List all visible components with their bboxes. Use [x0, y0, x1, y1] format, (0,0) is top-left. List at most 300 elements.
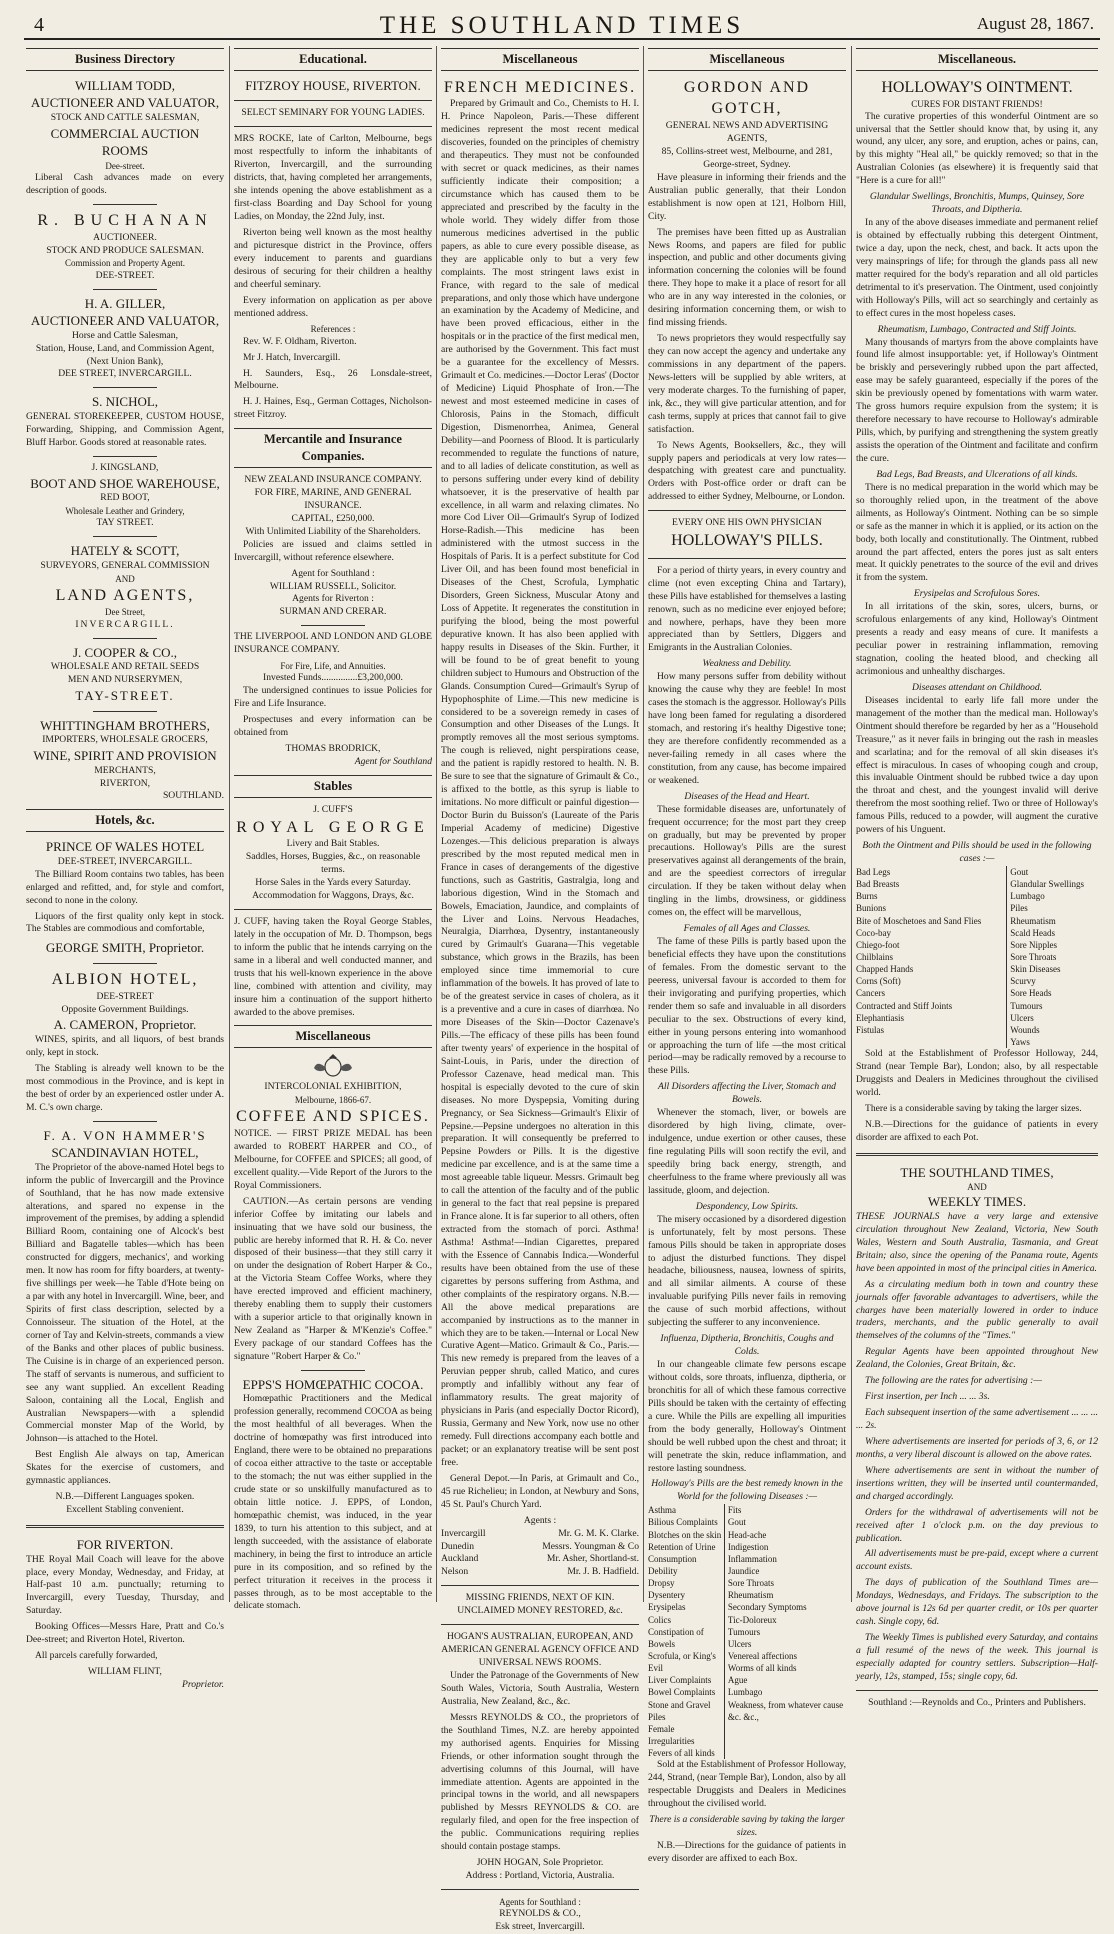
list-item: Venereal affections	[727, 1651, 797, 1662]
page-header	[24, 0, 1100, 40]
ad-title: F. A. VON HAMMER'S	[43, 1127, 207, 1143]
divider	[26, 1525, 224, 1528]
ad-hogan-agency	[441, 1631, 639, 1934]
ad-text: H. Saunders, Esq., 26 Lonsdale-street, Melbourne.	[234, 367, 432, 392]
ad-line: Accommodation for Waggons, Drays, &c.	[252, 890, 414, 902]
ad-text: First insertion, per Inch ... ... 3s.	[865, 1391, 990, 1403]
list-item: Fevers of all kinds	[648, 1748, 715, 1759]
ad-title: H. A. GILLER,	[84, 295, 166, 311]
divider	[93, 289, 156, 290]
section-heading: Educational.	[234, 48, 432, 71]
divider	[648, 558, 846, 559]
list-item: Chapped Hands	[856, 964, 914, 975]
list-item: Tumours	[1010, 1000, 1043, 1011]
divider	[234, 100, 432, 101]
column-divider	[436, 46, 437, 1602]
section-heading: Miscellaneous.	[856, 48, 1098, 71]
list-item: Gout	[727, 1517, 746, 1528]
ad-line: N.B.—Different Languages spoken.	[55, 1491, 195, 1503]
ad-subheading: Holloway's Pills are the best remedy known in the World for the following Diseases :—	[651, 1478, 843, 1503]
ad-line: Proprietor.	[181, 1679, 224, 1690]
ad-title: R. BUCHANAN	[37, 212, 213, 230]
ad-title: HOLLOWAY'S OINTMENT.	[881, 78, 1073, 96]
ad-text: The fame of these Pills is partly based upon the beneficial effects they have upon the constitutions of females. From the domestic servant to the peeress, universal favour is accorded to them for their invigorating and purifying properties, which render them so safe and invaluable in all disorders peculiar to the sex. Obstructions of every kind, either in young persons entering into womanhood or approaching the turn of life —the most critical period—may be radically removed by a recourse to these Pills.	[648, 936, 846, 1077]
ad-text: Best English Ale always on tap, American Skates for the exercise of customers, and gymnastic appliances.	[26, 1449, 224, 1487]
ad-line: MERCHANTS,	[94, 764, 156, 776]
agent-row	[441, 1553, 639, 1566]
ad-title: HOGAN'S AUSTRALIAN, EUROPEAN, AND AMERICAN GENERAL AGENCY OFFICE AND UNIVERSAL NEWS ROOMS.	[441, 1631, 639, 1669]
ad-line: Excellent Stabling convenient.	[66, 1504, 184, 1516]
list-item: Constipation of Bowels	[648, 1626, 704, 1649]
ad-text: Policies are issued and claims settled in Invercargill, without reference elsewhere.	[234, 538, 432, 563]
list-item: Worms of all kinds	[727, 1663, 797, 1674]
ad-text: The curative properties of this wonderful Ointment are so universal that the Settler should know that, by using it, any wound, any ulcer, any sore, and eruption, aches or pains, can, by this mighty "Heal all," be quickly removed; so that in the Australian Colonies (as elsewhere) it is frequently said that "Here is a cure for all!"	[856, 110, 1098, 187]
list-item: Chilblains	[856, 952, 894, 963]
ad-subheading: Both the Ointment and Pills should be used in the following cases :—	[862, 840, 1092, 865]
ad-text: N.B.—Directions for the guidance of patients in every disorder are affixed to each Pot.	[856, 1118, 1098, 1143]
ad-nichol	[26, 393, 224, 449]
ad-line: Horse and Cattle Salesman,	[71, 329, 179, 341]
list-item: Ulcers	[727, 1638, 752, 1649]
ad-text: The Proprietor of the above-named Hotel begs to inform the public of Invercargill and the Province of Southland, that he has now made extensive alterations, and spared no expense in the improvement of the premises, by adding a splendid Billiard Room, containing one of Alcock's best Billiard and Bagatelle tables—which has been constructed for diggers, mechanics', and working men. It now has room for fifty boarders, at twenty-five shillings per week—he Table d'Hote being on a par with any hotel in Invercargill. Wine, beer, and Spirits of first class description, selected by a Connoisseur. The situation of the Hotel, at the corner of Tay and Kelvin-streets, commands a view of the Banks and other places of public business. The Cuisine is in charge of an experienced person. The staff of servants is numerous, and sufficient to see any want supplied. An excellent Reading Saloon, containing all the Local, English and Australian Newspapers—with a splendid Commercial monster Map of the World, by Johnson—is attached to the Hotel.	[26, 1161, 224, 1445]
list-item: Contracted and Stiff Joints	[856, 1000, 953, 1011]
ad-line: References :	[310, 324, 356, 335]
ad-text: Where advertisements are inserted for periods of 3, 6, or 12 months, a very liberal discount is allowed on the above rates.	[856, 1435, 1098, 1460]
list-item: Inflammation	[727, 1553, 777, 1564]
list-item: Fits	[727, 1505, 742, 1516]
ad-giller	[26, 295, 224, 382]
ad-buchanan	[26, 210, 224, 283]
ad-southland-times	[856, 1164, 1098, 1710]
agent-name: Mr. J. B. Hadfield.	[567, 1566, 639, 1578]
ad-line: Station, House, Land, and Commission Agent,	[35, 342, 215, 354]
ad-text: CAUTION.—As certain persons are vending inferior Coffee by imitating our labels and insinuating that we have sold our business, the public are hereby informed that R. H. & Co. never disposed of their business—that they still carry it on under the designation of Robert Harper & Co., at the Victoria Steam Coffee Works, where they have erected improved and efficient machinery, thereby enabling them to supply their customers with a superior article to that originally known in New Zealand as "Harper & M'Kenzie's Coffee." Every package of our standard Coffees has the signature "Robert Harper & Co."	[234, 1195, 432, 1362]
divider	[301, 625, 364, 626]
list-item: Ulcers	[1010, 1012, 1034, 1023]
ad-text: Each subsequent insertion of the same advertisement ... ... ... ... 2s.	[856, 1407, 1098, 1432]
ad-prince-of-wales	[26, 838, 224, 957]
list-item: Colics	[648, 1614, 672, 1625]
list-item: Consumption	[648, 1553, 697, 1564]
ad-line: SURVEYORS, GENERAL COMMISSION	[40, 559, 210, 571]
ad-line: Dee Street,	[105, 607, 145, 618]
list-item: Gout	[1010, 867, 1029, 878]
ad-line: Wholesale Leather and Grindery,	[65, 506, 185, 517]
list-item: Weakness, from whatever cause &c. &c.,	[727, 1699, 844, 1722]
ad-title: FITZROY HOUSE, RIVERTON.	[245, 77, 421, 93]
divider	[93, 204, 156, 205]
list-item: Lumbago	[727, 1687, 763, 1698]
ad-line: Agents for Riverton :	[292, 593, 374, 605]
ad-line: Agent for Southland :	[291, 567, 375, 579]
list-item: Yaws	[1010, 1037, 1030, 1048]
ad-text: Many thousands of martyrs from the above complaints have found life almost insupportable: yet, if Holloway's Ointment be briskly and perseveringly rubbed upon the part affected, ease may be safely guaranteed, especially if the pores of the skin be previously opened by fomentations with warm water. The gross humors require expulsion from the system; it is therefore necessary to have recourse to Holloway's admirable Pills, which, by purifying and strengthening the system greatly assists the operation of the Ointment and facilitate and confirm the cure.	[856, 336, 1098, 464]
ad-subheading: Females of all Ages and Classes.	[683, 923, 811, 935]
list-item: Piles	[648, 1711, 666, 1722]
agent-name: Messrs. Youngman & Co	[542, 1540, 639, 1552]
ad-title: THE SOUTHLAND TIMES,	[900, 1164, 1054, 1180]
agent-town: Nelson	[441, 1566, 469, 1578]
ad-title: HATELY & SCOTT,	[70, 543, 180, 559]
ad-subheading: Weakness and Debility.	[702, 658, 792, 670]
ad-signature: JOHN HOGAN, Sole Proprietor.	[476, 1857, 604, 1869]
ad-line: SURMAN AND CRERAR.	[279, 606, 387, 618]
ad-text: For a period of thirty years, in every country and clime (not even excepting China and Tartary), these Pills have established for themselves a lasting renown, such as no medicine ever enjoyed before; and nowhere, perhaps, have they been more appreciated than by Settlers, Diggers and Emigrants in the Australian Colonies.	[648, 564, 846, 654]
royal-crest-icon	[234, 1054, 432, 1078]
agent-row	[441, 1541, 639, 1554]
diseases-left-list	[648, 1504, 724, 1759]
ad-holloway-pills	[648, 530, 846, 1866]
ad-line: With Unlimited Liability of the Shareholders.	[245, 525, 421, 537]
column-miscellaneous-2	[648, 46, 846, 1864]
list-item: Jaundice	[727, 1566, 760, 1577]
list-item: Rheumatism	[727, 1590, 774, 1601]
ad-title: EPPS'S HOMŒPATHIC COCOA.	[242, 1376, 424, 1392]
list-item: Erysipelas	[648, 1602, 686, 1613]
ad-albion	[26, 969, 224, 1115]
list-item: Burns	[856, 891, 878, 902]
ad-line: RIVERTON,	[99, 777, 151, 789]
ad-text: J. CUFF, having taken the Royal George Stables, lately in the occupation of Mr. D. Thompson, begs to inform the public that he intends carrying on the same in a liberal and well conducted manner, and trusts that his well-known experience in the above line, combined with attention and civility, may insure him a continuation of the support hitherto awarded to the above premises.	[234, 915, 432, 1018]
ad-text: The days of publication of the Southland Times are—Mondays, Wednesdays, and Fridays. The subscription to the above journal is 12s 6d per quarter credit, or 10s per quarter cash. Single copy, 6d.	[856, 1577, 1098, 1628]
ad-title: ROYAL GEORGE	[236, 818, 430, 836]
list-item: Bilious Complaints	[648, 1517, 718, 1528]
ailments-table	[856, 866, 1098, 1048]
ad-signature: GEORGE SMITH, Proprietor.	[45, 940, 205, 956]
ad-line: MEN AND NURSERYMEN,	[67, 674, 183, 686]
ad-text: All parcels carefully forwarded,	[35, 1650, 158, 1662]
divider	[93, 387, 156, 388]
ad-text: Where advertisements are sent in without the number of insertions written, they will be inserted until countermanded, and charged accordingly.	[856, 1464, 1098, 1502]
ad-text: To News Agents, Booksellers, &c., they will supply papers and periodicals at very low rates—despatching with greatest care and punctuality. Orders with Post-office order or draft can be addressed to either Sydney, Melbourne, or London.	[648, 439, 846, 503]
ad-line: AUCTIONEER AND VALUATOR,	[30, 313, 220, 329]
ad-text: As a circulating medium both in town and country these journals offer favorable advantages to advertisers, while the charges have been materially lowered in order to induce traders, merchants, and the public generally to avail themselves of the columns of the "Times."	[856, 1278, 1098, 1342]
agent-town: Dunedin	[441, 1540, 475, 1552]
ailments-right-list	[1007, 866, 1098, 1048]
ad-title: MISSING FRIENDS, NEXT OF KIN. UNCLAIMED MONEY RESTORED, &c.	[457, 1592, 623, 1617]
ad-subheading: Glandular Swellings, Bronchitis, Mumps, Quinsey, Sore Throats, and Diptheria.	[869, 191, 1085, 216]
ad-von-hammer	[26, 1127, 224, 1517]
ad-line: WHOLESALE AND RETAIL SEEDS	[50, 661, 200, 673]
list-item: Bite of Moschetoes and Sand Flies	[856, 915, 982, 926]
list-item: Ague	[727, 1675, 748, 1686]
list-item: Rheumatism	[1010, 915, 1056, 926]
list-item: Tumours	[727, 1626, 761, 1637]
ad-line: RED BOOT,	[100, 492, 150, 504]
ad-line: FOR FIRE, MARINE, AND GENERAL INSURANCE.	[254, 486, 412, 511]
ad-text: In all irritations of the skin, sores, ulcers, burns, or scrofulous enlargements of any kind, Holloway's Ointment presents a ready and easy means of cure. It manifests a peculiar power in restraining inflammation, removing stagnation, cooling the heated blood, and checking all acrimonious and unhealthy discharges.	[856, 601, 1098, 677]
ad-title: PRINCE OF WALES HOTEL	[45, 839, 205, 855]
agent-row	[441, 1528, 639, 1541]
ad-line: DEE-STREET, INVERCARGILL.	[57, 855, 193, 867]
divider	[441, 1889, 639, 1890]
ad-text: Sold at the Establishment of Professor Holloway, 244, Strand, (near Temple Bar), London, also by all respectable Druggists and Dealers in Medicines throughout the civilised world.	[648, 1759, 846, 1810]
ad-text: Messrs REYNOLDS & CO., the proprietors of the Southland Times, N.Z. are hereby appointed my authorised agents. Enquiries for Missing Friends, or other information sought through the advertising columns of this Journal, will have immediate attention. Agents are appointed in the principal towns in the world, and all newspapers published by Messrs REYNOLDS & CO. are regularly filed, and open for the free inspection of the public. Communications requiring replies should contain postage stamps.	[441, 1711, 639, 1853]
ad-line: (Next Union Bank),	[86, 355, 164, 367]
divider	[234, 909, 432, 910]
list-item: Retention of Urine	[648, 1541, 716, 1552]
ad-title: NEW ZEALAND INSURANCE COMPANY.	[244, 474, 422, 485]
ad-whittingham	[26, 717, 224, 804]
ad-text: The Stabling is already well known to be the most commodious in the Province, and is kept in the best of order by an experienced ostler under A. M. C.'s own charge.	[26, 1062, 224, 1113]
list-item: Scald Heads	[1010, 927, 1056, 938]
agent-name: Mr. G. M. K. Clarke.	[558, 1527, 639, 1539]
list-item: Secondary Symptoms	[727, 1602, 807, 1613]
ad-line: For Fire, Life, and Annuities.	[280, 661, 386, 672]
issue-date: August 28, 1867.	[976, 14, 1094, 33]
ad-line: INVERCARGILL.	[75, 618, 175, 630]
divider	[301, 1370, 364, 1371]
list-item: Dysentery	[648, 1590, 685, 1601]
ad-text: Have pleasure in informing their friends and the Australian public generally, that their London establishment is now open at 121, Holborn Hill, City.	[648, 171, 846, 222]
list-item: Head-ache	[727, 1529, 767, 1540]
ad-title: FRENCH MEDICINES.	[443, 78, 637, 96]
column-miscellaneous-3	[856, 46, 1098, 1708]
ad-title: COFFEE AND SPICES.	[236, 1108, 430, 1126]
column-miscellaneous-1	[441, 46, 639, 1933]
list-item: Bad Breasts	[856, 879, 900, 890]
ad-line: Dee-street.	[105, 161, 145, 171]
list-item: Scrofula, or King's Evil	[648, 1651, 716, 1674]
divider	[856, 1690, 1098, 1691]
divider	[93, 536, 156, 537]
ad-line: Horse Sales in the Yards every Saturday.	[255, 877, 411, 889]
ad-title: FOR RIVERTON.	[76, 1537, 174, 1553]
ad-line: Address : Portland, Victoria, Australia.	[465, 1870, 615, 1882]
ad-text: The Weekly Times is published every Saturday, and contains a full resumé of the news of the week. This journal is especially adapted for country settlers. Subscription—Half-yearly, 12s, stamped, 15s; single copy, 6d.	[856, 1632, 1098, 1682]
list-item: Sore Nipples	[1010, 939, 1058, 950]
ad-text: There is no medical preparation in the world which may be so thoroughly relied upon, in the treatment of the above ailments, as Holloway's Ointment. Nothing can be so simple or safe as the manner in which it is applied, or its action on the body, both locally and constitutionally. The Ointment, rubbed around the part affected, enters the pores just as salt enters meat. It quickly penetrates to the source of the evil and drives it from the system.	[856, 481, 1098, 584]
newspaper-title: THE SOUTHLAND TIMES	[379, 12, 745, 39]
list-item: Female Irregularities	[648, 1723, 695, 1747]
ad-line: LAND AGENTS,	[55, 586, 195, 604]
ad-title: THE LIVERPOOL AND LONDON AND GLOBE INSURANCE COMPANY.	[234, 631, 432, 656]
section-heading: Stables	[234, 775, 432, 798]
list-item: Tic-Doloreux	[727, 1614, 777, 1625]
ad-text: Regular Agents have been appointed throughout New Zealand, the Colonies, Great Britain, &c.	[856, 1346, 1098, 1371]
ad-line: Esk street, Invercargill.	[495, 1921, 585, 1933]
divider	[93, 638, 156, 639]
list-item: Cancers	[856, 988, 885, 999]
column-business-directory	[26, 46, 224, 1690]
ad-line: AND	[967, 1182, 987, 1193]
ad-text: Prospectuses and every information can be obtained from	[234, 714, 432, 739]
ad-text: GENERAL STOREKEEPER, CUSTOM HOUSE, Forwarding, Shipping, and Commission Agent, Bluff Harbor. Goods stored at reasonable rates.	[26, 410, 224, 448]
ad-line: WINE, SPIRIT AND PROVISION	[33, 748, 217, 764]
ad-subheading: All Disorders affecting the Liver, Stomach and Bowels.	[658, 1081, 836, 1106]
list-item: Skin Diseases	[1010, 964, 1061, 975]
ad-subheading: Bad Legs, Bad Breasts, and Ulcerations of all kinds.	[876, 468, 1078, 480]
ad-text: Under the Patronage of the Governments of New South Wales, Victoria, South Australia, Western Australia, New Zealand, &c., &c.	[441, 1670, 639, 1707]
ad-subheading: Diseases attendant on Childhood.	[911, 681, 1043, 693]
ailments-left-list	[856, 866, 1007, 1048]
list-item: Bunions	[856, 903, 887, 914]
ad-line: WILLIAM RUSSELL, Solicitor.	[269, 580, 397, 592]
list-item: Debility	[648, 1566, 678, 1577]
list-item: Stone and Gravel	[648, 1699, 711, 1710]
divider	[234, 126, 432, 127]
ad-subheading: Influenza, Diptheria, Bronchitis, Coughs and Colds.	[660, 1333, 834, 1358]
list-item: Sore Throats	[727, 1578, 774, 1589]
ad-text: In our changeable climate few persons escape without colds, sore throats, influenza, diptheria, or bronchitis for all of which these famous corrective Pills should be taken with the certainty of effecting a cure. While the Pills are expelling all impurities from the body generally, Holloway's Ointment should be well rubbed upon the chest and throat; it will penetrate the skin, reduce inflammation, and restore lasting soundness.	[648, 1359, 846, 1474]
ad-title: S. NICHOL,	[91, 394, 159, 410]
ad-line: EVERY ONE HIS OWN PHYSICIAN	[672, 517, 822, 529]
list-item: Coco-bay	[856, 927, 891, 938]
agent-town: Invercargill	[441, 1527, 486, 1539]
ad-title: WHITTINGHAM BROTHERS,	[40, 717, 210, 733]
ad-line: STOCK AND CATTLE SALESMAN,	[50, 111, 200, 123]
ad-text: Riverton being well known as the most healthy and picturesque district in the Province, offers every inducement to parents and guardians desirous of securing for their children a healthy and cheerful seminary.	[234, 226, 432, 290]
ad-text: How many persons suffer from debility without knowing the cause why they are feeble! In most cases the stomach is the aggressor. Holloway's Pills have long been famed for regulating a disordered stomach, and restoring it's healthy Digestive tone; they are therefore confidently recommended as a never-failing remedy in all cases where the constitution, from any cause, has become impaired or weakened.	[648, 671, 846, 786]
column-divider	[643, 46, 644, 1602]
ad-line: SELECT SEMINARY FOR YOUNG LADIES.	[241, 107, 425, 119]
ad-text: The misery occasioned by a disordered digestion is unfortunately, felt by most persons. These famous Pills should be taken in appropriate doses to adjust the disturbed functions. They dispel headache, biliousness, nausea, lowness of spirits, and all similar ailments. A course of these invaluable purifying Pills never fails in removing the cause of such morbid affections, without subjecting the sufferer to any inconvenience.	[648, 1213, 846, 1329]
ad-title: HOLLOWAY'S PILLS.	[671, 532, 823, 550]
ad-todd	[26, 77, 224, 198]
ad-text: All advertisements must be pre-paid, except where a current account exists.	[856, 1548, 1098, 1573]
ad-line: IMPORTERS, WHOLESALE GROCERS,	[42, 734, 208, 746]
ad-subheading: Diseases of the Head and Heart.	[684, 790, 810, 802]
ad-line: Opposite Government Buildings.	[61, 1003, 189, 1015]
ad-text: NOTICE. — FIRST PRIZE MEDAL has been awarded to ROBERT HARPER and CO., of Melbourne, for COFFEE and SPICES; all good, of excellent quality.—Vide Report of the Jurors to the Royal Commissioners.	[234, 1128, 432, 1191]
list-item: Lumbago	[1010, 891, 1045, 902]
ad-line: Agents :	[523, 1514, 557, 1526]
section-heading: Miscellaneous	[648, 48, 846, 71]
ad-line: TAY STREET.	[96, 517, 154, 529]
ad-text: Sold at the Establishment of Professor Holloway, 244, Strand (near Temple Bar), London; also, by all respectable Druggists and Dealers in Medicines throughout the civilised world.	[856, 1048, 1098, 1098]
divider	[648, 510, 846, 511]
list-item: Sore Throats	[1010, 952, 1057, 963]
ad-text: THESE JOURNALS have a very large and extensive circulation throughout New Zealand, Victoria, New South Wales, Western and South Australia, Tasmania, and Great Britain; also, since the opening of the Panama route, Agents have been appointed in most of the principal cities in America.	[856, 1210, 1098, 1274]
ad-text: These formidable diseases are, unfortunately of frequent occurrence; for the most part they creep on gradually, but may be prevented by proper precautions. Holloway's Pills are the surest preservatives against all derangements of the brain, and are the speediest correctors of irregular circulation. If they be taken without delay when tingling in the limbs, drowsiness, or giddiness comes on, the effect will be marvellous,	[648, 803, 846, 919]
column-divider	[851, 46, 852, 1602]
page-number: 4	[34, 14, 44, 36]
ad-text: There is a considerable saving by taking the larger sizes.	[865, 1102, 1082, 1114]
list-item: Wounds	[1010, 1024, 1040, 1035]
ad-signature: WILLIAM FLINT,	[88, 1666, 162, 1678]
ad-line: AND	[115, 573, 135, 584]
ad-line: REYNOLDS & CO.,	[499, 1908, 581, 1920]
list-item: Asthma	[648, 1505, 676, 1516]
ad-title: ALBION HOTEL,	[51, 970, 199, 988]
ad-liverpool-globe	[234, 631, 432, 769]
ad-text: Orders for the withdrawal of advertisements will not be received after 1 o'clock p.m. on the day previous to publication.	[856, 1506, 1098, 1544]
diseases-right-list	[724, 1504, 846, 1759]
ad-title: WILLIAM TODD,	[75, 77, 175, 93]
list-item: Bad Legs	[856, 867, 891, 878]
ad-text: To news proprietors they would respectfully say they can now accept the agency and undertake any commissions in any department of the papers. News-letters will be supplied by able writers, at very moderate charges. To the furnishing of paper, ink, &c., they will give particular attention, and for cash terms, supply at prices that cannot fail to give satisfaction.	[648, 333, 846, 435]
section-heading: Miscellaneous	[234, 1025, 432, 1048]
ad-text: MRS ROCKE, late of Carlton, Melbourne, begs most respectfully to inform the inhabitants of Riverton, Invercargill, and the surrounding districts, that, having completed her arrangements, she intends opening the above establishment as a first-class Boarding and Day School for young Ladies, on Monday, the 22nd July, inst.	[234, 133, 432, 222]
ad-fitzroy-house	[234, 77, 432, 422]
ad-text: Booking Offices—Messrs Hare, Pratt and Co.'s Dee-street; and Riverton Hotel, Riverton.	[26, 1621, 224, 1646]
ad-title: J. COOPER & CO.,	[72, 644, 178, 660]
ad-cooper	[26, 644, 224, 705]
ad-text: In any of the above diseases immediate and permanent relief is obtained by effectually rubbing this detergent Ointment, twice a day, upon the neck, chest, and back. It acts upon the very mainsprings of life; for through the glands pass all new matter required for the body's reparation and all old particles detrimental to it's preservation. The Ointment, used conjointly with Holloway's Pills, will act so searchingly and certainly as to effect cures in the most hopeless cases.	[856, 217, 1098, 319]
ad-line: Saddles, Horses, Buggies, &c., on reasonable terms.	[245, 851, 421, 876]
list-item: Sore Heads	[1010, 988, 1052, 999]
ad-text: Diseases incidental to early life fall more under the management of the mother than the medical man. Holloway's Ointment should therefore be regarded by her as a "Household Treasure," as it never fails in bringing out the rash in measles and scarlatina; and for the removal of all skin diseases it's effect is miraculous. In cases of whooping cough and croup, this invaluable Ointment should be rubbed twice a day upon the throat and chest, and the youngest invalid will derive therefrom the most soothing relief. Two or three of Holloway's famous Pills, reduced to a powder, will augment the curative powers of his Unguent.	[856, 694, 1098, 836]
ad-text: The Billiard Room contains two tables, has been enlarged and refitted, and, for style and comfort, second to none in the colony.	[26, 868, 224, 906]
ad-text: The following are the rates for advertising :—	[865, 1375, 1042, 1387]
ad-line: Commission and Property Agent.	[65, 258, 185, 269]
column-divider	[229, 46, 230, 1602]
list-item: Liver Complaints	[648, 1675, 712, 1686]
ad-line: CURES FOR DISTANT FRIENDS!	[911, 99, 1043, 110]
divider	[93, 963, 156, 964]
ad-line: STOCK AND PRODUCE SALESMAN.	[46, 244, 204, 256]
ad-royal-george	[234, 804, 432, 1020]
ad-line: BOOT AND SHOE WAREHOUSE,	[30, 475, 220, 491]
ad-line: DEE-STREET	[96, 990, 154, 1002]
ad-line: 85, Collins-street west, Melbourne, and 281, George-street, Sydney.	[661, 145, 833, 170]
ad-text: Rev. W. F. Oldham, Riverton.	[243, 335, 357, 347]
list-item: Elephantiasis	[856, 1012, 904, 1023]
ad-riverton-coach	[26, 1536, 224, 1692]
ad-text: Liquors of the first quality only kept in stock. The Stables are commodious and comfortable,	[26, 910, 224, 935]
list-item: Scurvy	[1010, 976, 1036, 987]
ad-text: Homœpathic Practitioners and the Medical profession generally, recommend COCOA as being the most healthful of all beverages. When the doctrine of homœpathy was first introduced into England, there were to be obtained no preparations of cocoa either attractive to the taste or acceptable to the stomach; the nut was either supplied in the crude state or so unskilfully manufactured as to obtain little notice. J. EPPS, of London, homœpathic chemist, was induced, in the year 1839, to turn his attention to this subject, and at length succeeded, with the assistance of elaborate machinery, in being the first to introduce an article pure in its composition, and so refined by the perfect trituration it receives in the process it passes through, as to be most acceptable to the delicate stomach.	[234, 1393, 432, 1612]
list-item: Glandular Swellings	[1010, 879, 1085, 890]
divider	[93, 711, 156, 712]
diseases-table	[648, 1504, 846, 1759]
agent-row	[441, 1566, 639, 1579]
ad-line: Agents for Southland :	[499, 1897, 581, 1908]
ad-line: Invested Funds...............£3,200,000.	[263, 672, 403, 684]
list-item: Indigestion	[727, 1541, 769, 1552]
ad-text: Every information on application as per above mentioned address.	[234, 294, 432, 319]
printer-imprint: Southland :—Reynolds and Co., Printers and Publishers.	[868, 1696, 1086, 1708]
ad-kingsland	[26, 462, 224, 531]
ad-line: AUCTIONEER.	[93, 231, 157, 243]
ad-line: Melbourne, 1866-67.	[294, 1095, 372, 1106]
ad-title: J. KINGSLAND,	[91, 461, 159, 473]
ad-line: INTERCOLONIAL EXHIBITION,	[264, 1081, 402, 1093]
ad-line: COMMERCIAL AUCTION ROOMS	[50, 125, 200, 159]
agent-name: Mr. Asher, Shortland-st.	[546, 1553, 639, 1565]
ad-subheading: Erysipelas and Scrofulous Sores.	[913, 588, 1041, 600]
list-item: Blotches on the skin	[648, 1529, 722, 1540]
ad-text: General Depot.—In Paris, at Grimault and Co., 45 rue Richelieu; in London, at Newbury and Sons, 45 St. Paul's Church Yard.	[441, 1472, 639, 1510]
ad-subheading: Rheumatism, Lumbago, Contracted and Stiff Joints.	[877, 323, 1077, 335]
section-heading: Mercantile and Insurance Companies.	[234, 428, 432, 468]
ad-line: J. CUFF'S	[313, 803, 353, 815]
ad-text: Prepared by Grimault and Co., Chemists to H. I. H. Prince Napoleon, Paris.—These different medicines represent the most recent medical discoveries, founded on the principles of chemistry and therapeutics. They must not be confounded with secret or quack medicines, as their names sufficiently indicate their composition; a circumstance which has caused them to be appreciated and prescribed by the faculty in the whole world. They widely differ from those numerous medicines advertised in the public papers, as able to cure every possible disease, as they are applicable only to but a very few complaints. The most stringent laws exist in France, with regard to the sale of medical preparations, and only those which have undergone an examination by the Academy of Medicine, and have been proved efficacious, either in the hospitals or in the practice of the first medical men, are authorised by the Government. This fact must be a guarantee for the excellency of Messrs. Grimault et Co. medicines.—Doctor Leras' (Doctor of Medicine) Liquid Phosphate of Iron.—The newest and most esteemed medicine in cases of Chlorosis, Pains in the Stomach, difficult Digestion, Dismenorrhea, Animea, General Debility—and Poorness of Blood. It is particularly recommended to regulate the functions of nature, and to all ladies of delicate constitution, as well as to persons suffering under every kind of debility whatsoever, it is the preservative of health par excellence, in all warm and relaxing climates. No more Cod Liver Oil—Grimault's Syrup of Iodized Horse-Radish.—This medicine has been administered with the utmost success in the Hospitals of Paris. It is a perfect substitute for Cod Liver Oil, and has been found most beneficial in Diseases of the Chest, Scrofula, Lymphatic Disorders, Green Sickness, Muscular Atony and Loss of Appetite. It regenerates the constitution in purifying the blood, being the most powerful depurative known. It has also been applied with happy results in Diseases of the Skin. Further, it will be found to be of great benefit to young children subject to Humours and Obstruction of the Glands. Consumption Cured—Grimault's Syrup of Hypophosphite of Lime.—This new medicine is considered to be a sovereign remedy in cases of Consumption and other Diseases of the Lungs. It promptly removes all the most serious symptoms. The cough is relieved, night perspirations cease, and the patient is rapidly restored to health. N. B. Be sure to see that the signature of Grimault & Co., is affixed to the bottle, as this syrup is liable to imitations. No more difficult or painful digestion—Doctor Burin du Buisson's (Laureate of the Paris Imperial Academy of medicine) Digestive Lozenges.—This delicious preparation is always prescribed by the most reputed medical men in France in cases of derangements of the digestive functions, such as Gastritis, Gastralgia, long and laborious digestion, Wind in the Stomach and Bowels, Emaciation, Jaundice, and complaints of the Liver and Loins. Nervous Headaches, Neuralgia, Diarrhœa, Dysentry, instantaneously cured by Grimault's Guarana—This vegetable substance, which grows in the Brazils, has been employed since time immemorial to cure inflammation of the bowels. It has proved of late to be of the greatest service in cases of cholera, as it is a preventive and a cure in cases of diarrhœa. No more Diseases of the Skin—Doctor Cazenave's Pills.—The efficacy of these pills has been found after twenty years' of experience in the hospital of Saint-Louis, in Paris, under the direction of Professor Cazenave, head medical man. This hospital is especially devoted to the cure of skin diseases. No more Dyspepsia, Vomiting during Pregnancy, or Sea Sickness—Grimault's Elixir of Pepsine.—Pepsine undergoes no alteration in this preparation. It will consequently be preferred to Pepsine Powders or Pills. It is the digestive medicine par excellence, and is at the same time a most agreeable table liqueur. Messrs. Grimault beg to call the attention of the faculty and of the public in general to the fact that real pepsine is prepared in France alone. It is far superior to all others, often extracted from the stomach of porci. Asthma! Asthma! Asthma!—Indian Cigarettes, prepared with the Essence of Cannabis Indica.—Wonderful results have been obtained from the use of these cigarettes by persons suffering from Asthma, and other complaints of the respiratory organs. N.B.—All the above medical preparations are accompanied by instructions as to the manner in which they are to be taken.—Internal or Local New Curative Agent—Matico. Grimault & Co., Paris.—This new remedy is prepared from the leaves of a Peruvian pepper shrub, called Matico, and cures promptly and infallibly without any fear of inflammatory results. The great majority of physicians in Paris (and especially Doctor Ricord), Russia, Germany and New York, now use no other remedy. Full directions accompany each bottle and packet; or an explanatory treatise will be sent post free.	[441, 98, 639, 1468]
divider	[856, 1153, 1098, 1156]
ad-line: There is a considerable saving by taking the larger sizes.	[649, 1814, 845, 1838]
ad-text: Whenever the stomach, liver, or bowels are disordered by high living, climate, over-indulgence, undue exertion or other causes, these fine regulating Pills will soon rectify the evil, and speedily bring back energy, strength, and cheerfulness to the frame where previously all was lassitude, gloom, and dejection.	[648, 1107, 846, 1196]
list-item: Piles	[1010, 903, 1028, 914]
ad-coffee-spices	[234, 1054, 432, 1364]
column-educational	[234, 46, 432, 1612]
divider	[441, 1624, 639, 1625]
list-item: Bowel Complaints	[648, 1687, 716, 1698]
section-heading: Miscellaneous	[441, 48, 639, 71]
section-heading: Hotels, &c.	[26, 809, 224, 832]
ad-text: The premises have been fitted up as Australian News Rooms, and papers are filed for public inspection, and public and other documents giving information concerning the colonies will be found there. They hope to make it a place of resort for all who are in any way interested in the colonies, or desiring information concerning them, or wish to find missing friends.	[648, 226, 846, 329]
ad-hately	[26, 542, 224, 631]
ad-line: AUCTIONEER AND VALUATOR,	[30, 95, 220, 111]
ad-line: Livery and Bait Stables.	[286, 838, 380, 850]
list-item: Dropsy	[648, 1578, 675, 1589]
ad-line: CAPITAL, £250,000.	[291, 512, 375, 524]
section-heading: Business Directory	[26, 48, 224, 71]
ad-text: Mr J. Hatch, Invercargill.	[243, 351, 341, 363]
ad-text: H. J. Haines, Esq., German Cottages, Nicholson-street Fitzroy.	[234, 396, 432, 421]
ad-line: DEE-STREET.	[95, 269, 155, 281]
ad-signature: A. CAMERON, Proprietor.	[53, 1017, 197, 1033]
ad-text: WINES, spirits, and all liquors, of best brands only, kept in stock.	[26, 1033, 224, 1058]
